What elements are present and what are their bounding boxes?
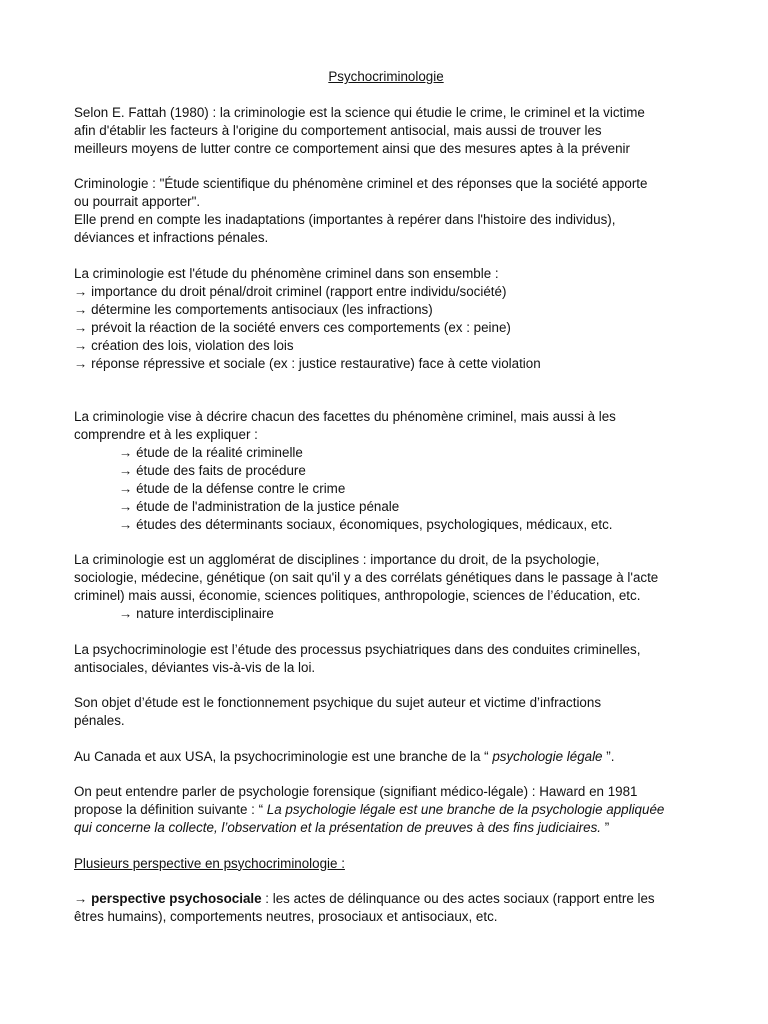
text-line: afin d'établir les facteurs à l'origine du comportement antisocial, mais aussi de trouver les [74, 122, 602, 138]
list-item: → étude des faits de procédure [119, 462, 306, 478]
italic-quote: qui concerne la collecte, l’observation et la présentation de preuves à des fins judiciaires. [74, 820, 602, 835]
italic-quote: La psychologie légale est une branche de la psychologie appliquée [266, 802, 665, 817]
text-line: sociologie, médecine, génétique (on sait qu'il y a des corrélats génétiques dans le passage à l'acte [74, 570, 659, 585]
list-item: → détermine les comportements antisociaux (les infractions) [74, 301, 433, 317]
text-line: ou pourrait apporter". [74, 194, 201, 209]
text-line: Elle prend en compte les inadaptations (importantes à repérer dans l'histoire des individus), [74, 212, 616, 227]
text-line: meilleurs moyens de lutter contre ce comportement ainsi que des mesures aptes à la prévenir [74, 140, 630, 156]
list-item: → étude de la défense contre le crime [119, 480, 346, 496]
list-item: → étude de l'administration de la justice pénale [119, 498, 400, 514]
list-item: → réponse répressive et sociale (ex : justice restaurative) face à cette violation [74, 355, 541, 371]
section-heading: Plusieurs perspective en psychocriminologie : [74, 855, 345, 871]
text-line: Criminologie : "Étude scientifique du phénomène criminel et des réponses que la société apporte [74, 176, 648, 191]
text-line: La psychocriminologie est l’étude des processus psychiatriques dans des conduites criminelles, [74, 641, 641, 657]
text-line [74, 819, 698, 837]
etude-paragraph [74, 265, 698, 373]
text-line: La criminologie est un agglomérat de disciplines : importance du droit, de la psychologie, [74, 552, 600, 567]
text-span: : les actes de délinquance ou des actes sociaux (rapport entre les [261, 891, 655, 906]
criminologie-definition-paragraph [74, 175, 698, 247]
text-line: êtres humains), comportements neutres, prosociaux et antisociaux, etc. [74, 909, 498, 924]
text-line [74, 801, 698, 819]
objet-paragraph [74, 694, 698, 730]
text-line [74, 890, 698, 908]
vise-paragraph [74, 408, 698, 534]
page-title: Psychocriminologie [328, 69, 444, 84]
text-span: ”. [602, 748, 615, 764]
canada-paragraph [74, 748, 698, 766]
list-item: → études des déterminants sociaux, économiques, psychologiques, médicaux, etc. [119, 516, 613, 532]
text-line: antisociales, déviantes vis-à-vis de la loi. [74, 659, 316, 675]
text-line: criminel) mais aussi, économie, sciences politiques, anthropologie, sciences de l’éducation, etc. [74, 588, 641, 603]
list-item: → nature interdisciplinaire [119, 606, 274, 621]
fattah-paragraph [74, 104, 698, 158]
list-item: → prévoit la réaction de la société envers ces comportements (ex : peine) [74, 319, 511, 335]
arrow: → [74, 891, 92, 906]
text-line: On peut entendre parler de psychologie forensique (signifiant médico-légale) : Haward en 1981 [74, 784, 638, 799]
text-line: Selon E. Fattah (1980) : la criminologie est la science qui étudie le crime, le criminel et la victime [74, 104, 645, 120]
text-line: Son objet d’étude est le fonctionnement psychique du sujet auteur et victime d’infractions [74, 695, 602, 710]
text-line: déviances et infractions pénales. [74, 230, 269, 245]
text-line: La criminologie vise à décrire chacun des facettes du phénomène criminel, mais aussi à les [74, 408, 616, 424]
list-item: → importance du droit pénal/droit criminel (rapport entre individu/société) [74, 283, 507, 299]
forensique-paragraph [74, 783, 698, 837]
text-line: comprendre et à les expliquer : [74, 426, 258, 442]
list-item: → création des lois, violation des lois [74, 337, 294, 353]
document-page [74, 68, 698, 926]
agglomerat-paragraph [74, 551, 698, 623]
text-span: Au Canada et aux USA, la psychocriminologie est une branche de la “ [74, 748, 493, 764]
text-span: ” [601, 820, 610, 835]
text-line: La criminologie est l'étude du phénomène criminel dans son ensemble : [74, 265, 499, 281]
text-line: pénales. [74, 713, 125, 728]
list-item: → étude de la réalité criminelle [119, 444, 303, 460]
psychocriminologie-definition-paragraph [74, 641, 698, 677]
text-span: propose la définition suivante : “ [74, 802, 267, 817]
italic-term: psychologie légale [492, 748, 603, 764]
bold-term: perspective psychosociale [91, 891, 262, 906]
psychosociale-paragraph [74, 890, 698, 926]
